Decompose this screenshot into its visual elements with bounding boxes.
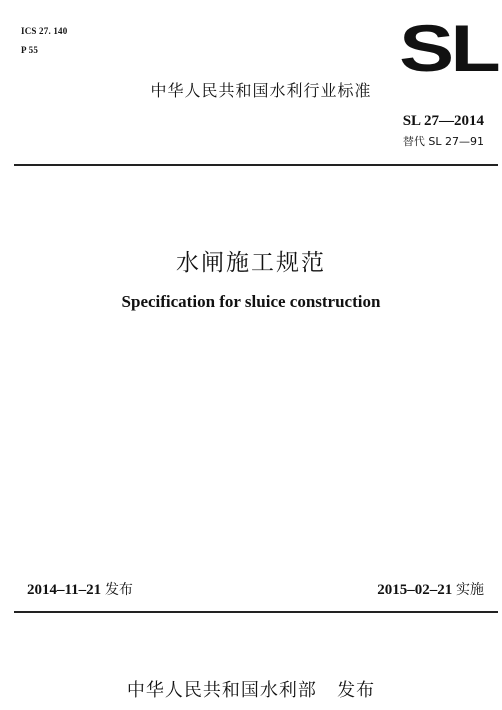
- issue-date: 2014–11–21: [27, 582, 102, 598]
- replaces-standard: 替代 SL 27—91: [402, 135, 484, 148]
- bottom-divider: [14, 611, 498, 613]
- top-divider: [14, 164, 498, 166]
- sl-logo: SL: [399, 11, 497, 85]
- ics-code: ICS 27. 140: [21, 26, 68, 36]
- title-english: Specification for sluice construction: [121, 292, 381, 311]
- issuer: 中华人民共和国水利部 发布: [126, 680, 376, 701]
- implementation-label: 实施: [456, 582, 484, 598]
- title-chinese: 水闸施工规范: [176, 250, 326, 276]
- issue-label: 发布: [104, 582, 133, 598]
- standard-number: SL 27—2014: [402, 113, 484, 129]
- issue-date-line: [27, 579, 133, 599]
- ccs-code: P 55: [21, 45, 39, 55]
- standard-type: 中华人民共和国水利行业标准: [150, 81, 372, 100]
- implementation-date: 2015–02–21: [377, 582, 453, 598]
- implementation-date-line: [377, 579, 484, 599]
